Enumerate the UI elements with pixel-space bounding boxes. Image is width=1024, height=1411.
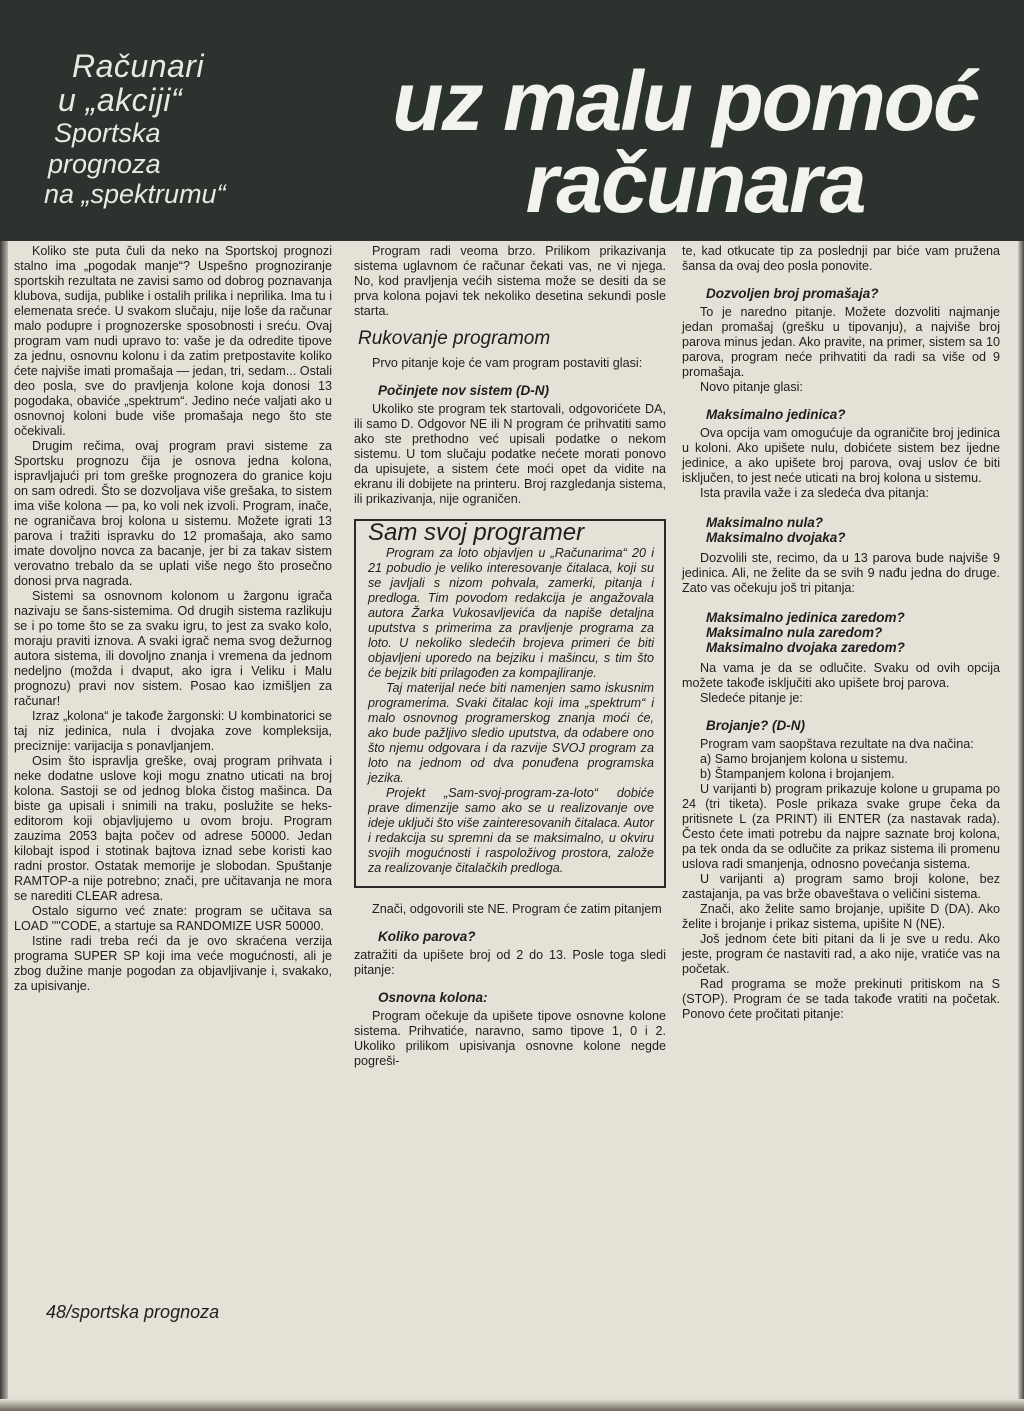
kicker-line: na „spektrumu“ — [44, 178, 226, 209]
question-heading: Počinjete nov sistem (D-N) — [378, 383, 550, 398]
question-heading: Dozvoljen broj promašaja? — [706, 286, 879, 301]
paragraph: b) Štampanjem kolona i brojanjem. — [700, 767, 895, 781]
paragraph: Ova opcija vam omogućuje da ograničite broj jedinica u koloni. Ako upišete nulu, dobićete sistem bez ijedne jedinice, a ako upišete broj parova, ovaj uslov će biti isključen, to jest neće uticati na broj kolona u sistemu. — [682, 426, 1000, 485]
paragraph: Još jednom ćete biti pitani da li je sve u redu. Ako jeste, program će nastaviti rad, a ako nije, vratiće vas na početak. — [682, 932, 1000, 976]
question-heading: Maksimalno jedinica zaredom? — [706, 610, 905, 625]
kicker — [44, 50, 304, 208]
kicker-line: Računari — [72, 48, 205, 84]
question-heading: Brojanje? (D-N) — [706, 718, 805, 733]
kicker-line: u „akciji“ — [58, 81, 183, 118]
box-title: Sam svoj programer — [368, 519, 585, 546]
paragraph: Koliko ste puta čuli da neko na Sportskoj prognozi stalno ima „pogodak manje“? Uspešno prognoziranje sportskih rezultata ne zavisi samo od dobrog poznavanja klubova, sudija, publike i ostalih prilika i neprilika. Ima tu i elemenata sreće. U svakom slučaju, nije loše da računar malo podupre i prognozerske sposobnosti i sreću. Ovaj program vam nudi upravo to: vaše je da odredite tipove za jednu, osnovnu kolonu i da zatim pretpostavite koliko ćete najviše imati promašaja — jedan, tri, sedam... Ostali deo posla, sve do pravljenja kolone koja donosi 13 pogodaka, obaviće „spektrum“. Jedino neće valjati ako u osnovnoj koloni bude više promašaja nego što ste očekivali. — [14, 244, 332, 438]
headline-line: uz malu pomoć — [392, 54, 978, 148]
paragraph: Sistemi sa osnovnom kolonom u žargonu igrača nazivaju se šans-sistemima. Od drugih sistema razlikuju se i po tome što se za svaku igru, to jest za svako kolo, moraju praviti iznova. A svaki igrač nema svog dežurnog autora sistema, ili dovoljno znanja i vremena da jednom nedeljno (možda i dvaput, ako igra i Veliku i Malu prognozu) pravi nov sistem. Posao kao izmišljen za računar! — [14, 589, 332, 708]
article-column-2 — [354, 244, 666, 1069]
paragraph: To je naredno pitanje. Možete dozvoliti najmanje jedan promašaj (grešku u tipovanju), a najviše broj parova minus jedan. Ako pravite, na primer, sistem sa 10 parova, program neće prihvatiti da radi sa više od 9 promašaja. — [682, 305, 1000, 379]
paragraph: Osim što ispravlja greške, ovaj program prihvata i neke dodatne uslove koji mogu znatno uticati na broj kolona. Sastoji se od jednog bloka čistog mašinca. Da biste ga upisali i snimili na traku, poslužite se heks-editorom koji objavljujemo u ovom broju. Program zauzima 2053 bajta počev od adrese 50000. Jedan kilobajt ispod i stotinak bajtova iznad sebe koristi kao radni prostor. Ostatak memorije je slobodan. Spuštanje RAMTOP-a nije potrebno; znači, pre učitavanja ne mora se narediti CLEAR adresa. — [14, 754, 332, 903]
paragraph: Istine radi treba reći da je ovo skraćena verzija programa SUPER SP koji ima veće mogućnosti, ali je zbog dužine manje pogodan za objavljivanje i, svakako, za upisivanje. — [14, 934, 332, 993]
paragraph: Dozvolili ste, recimo, da u 13 parova bude najviše 9 jedinica. Ali, ne želite da se svih 9 nađu jedna do druge. Zato vas očekuju još tri pitanja: — [682, 551, 1000, 595]
paragraph: a) Samo brojanjem kolona u sistemu. — [700, 752, 908, 766]
paragraph: Ukoliko ste program tek startovali, odgovorićete DA, ili samo D. Odgovor NE ili N program će prihvatiti samo ako ste prethodno već upisali podatke o nekom sistemu. U tom slučaju podatke nećete morati ponovo da upisujete, a sistem ćete moći opet da vidite na ekranu ili dobijete na printeru. Broj razgledanja sistema, ili prikazivanja, nije ograničen. — [354, 402, 666, 506]
paragraph: Izraz „kolona“ je takođe žargonski: U kombinatorici se taj niz jedinica, nula i dvojaka zove kompleksija, preciznije: varijacija s ponavljanjem. — [14, 709, 332, 753]
paragraph: te, kad otkucate tip za poslednji par biće vam pružena šansa da ovaj deo posla ponovite. — [682, 244, 1000, 273]
question-heading: Koliko parova? — [378, 929, 476, 944]
paragraph: Novo pitanje glasi: — [700, 380, 803, 394]
header-banner — [0, 0, 1024, 241]
headline-line: računara — [525, 136, 865, 231]
box-paragraph: Program za loto objavljen u „Računarima“ 20 i 21 pobudio je veliko interesovanje čitalaca, koji su se javljali s nizom pohvala, zamerki, pitanja i predloga. Tim povodom redakcija je angažovala autora Žarka Vukosavljevića da napiše detaljna uputstva s primerima za pravljenje programa za loto. U nekoliko sledećih brojeva primeri će biti objavljeni uporedo na bejziku i mašincu, s tim što će bejzik biti prilagođen za kompajliranje. — [368, 546, 654, 680]
paragraph: U varijanti a) program samo broji kolone, bez zastajanja, pa vas brže obaveštava o veličini sistema. — [682, 872, 1000, 901]
paragraph: Program radi veoma brzo. Prilikom prikazivanja sistema uglavnom će računar čekati vas, ne vi njega. No, kod pravljenja većih sistema može se desiti da se prva kolona pojavi tek nekoliko desetina sekundi posle starta. — [354, 244, 666, 318]
sidebar-box — [354, 519, 666, 888]
paragraph: Program vam saopštava rezultate na dva načina: — [700, 737, 974, 751]
page-footer: 48/sportska prognoza — [46, 1302, 220, 1322]
paragraph: Znači, ako želite samo brojanje, upišite D (DA). Ako želite i brojanje i prikaz sistema, upišite N (NE). — [682, 902, 1000, 931]
page-edge-bottom — [0, 1399, 1024, 1411]
paragraph: Prvo pitanje koje će vam program postaviti glasi: — [372, 356, 643, 370]
question-heading: Maksimalno dvojaka? — [706, 530, 846, 545]
question-heading: Maksimalno dvojaka zaredom? — [706, 640, 905, 655]
article-column-1 — [14, 244, 332, 994]
kicker-line: Sportska — [54, 118, 161, 149]
headline — [360, 54, 1010, 231]
subheading: Rukovanje programom — [358, 328, 551, 349]
paragraph: Znači, odgovorili ste NE. Program će zatim pitanjem — [372, 902, 662, 916]
box-paragraph: Projekt „Sam-svoj-program-za-loto“ dobiće prave dimenzije samo ako se u realizovanje ove ideje uključi što više zainteresovanih čitalaca. Autor i redakcija su spremni da se maksimalno, u okviru svojih mogućnosti i raspoloživog prostora, založe za realizovanje čitalačkih predloga. — [368, 786, 654, 875]
question-heading: Maksimalno nula? — [706, 515, 824, 530]
paragraph: Na vama je da se odlučite. Svaku od ovih opcija možete takođe isključiti ako upišete broj parova. — [682, 661, 1000, 690]
paragraph: Ista pravila važe i za sledeća dva pitanja: — [700, 486, 929, 500]
question-heading: Maksimalno jedinica? — [706, 407, 846, 422]
box-paragraph: Taj materijal neće biti namenjen samo iskusnim programerima. Svaki čitalac koji ima „spektrum“ i malo osnovnog programerskog znanja moći će, ako bude pažljivo sledio uputstva, da odabere ono što njemu odgovara i da razvije SVOJ program za loto na jednom od dva ponuđena programska jezika. — [368, 681, 654, 785]
question-heading: Maksimalno nula zaredom? — [706, 625, 883, 640]
paragraph: Drugim rečima, ovaj program pravi sisteme za Sportsku prognozu čija je osnova jedna kolona, ispravljajući pri tom greške prognozera do granice koju on sam odredi. Što se dozvoljava više grešaka, to sistem ima više kolona — pa, ko voli nek izvoli. Program, inače, ne ograničava broj kolona u sistemu. Možete igrati 13 parova i tražiti ispravku do 12 promašaja, ako samo imate dovoljno novca za bacanje, jer bi za takav sistem verovatno trebalo da se uplati više nego što prosečno donosi prva nagrada. — [14, 439, 332, 588]
paragraph: zatražiti da upišete broj od 2 do 13. Posle toga sledi pitanje: — [354, 948, 666, 977]
paragraph: Sledeće pitanje je: — [700, 691, 803, 705]
article-column-3 — [682, 244, 1000, 1022]
paragraph: Rad programa se može prekinuti pritiskom na S (STOP). Program će se tada takođe vratiti na početak. Ponovo ćete pročitati pitanje: — [682, 977, 1000, 1021]
kicker-line: prognoza — [48, 148, 161, 179]
paragraph: Program očekuje da upišete tipove osnovne kolone sistema. Prihvatiće, naravno, samo tipove 1, 0 i 2. Ukoliko prilikom upisivanja osnovne kolone negde pogreši- — [354, 1009, 666, 1068]
question-heading: Osnovna kolona: — [378, 990, 488, 1005]
paragraph: U varijanti b) program prikazuje kolone u grupama po 24 (tri tiketa). Posle prikaza svake grupe čeka da pritisnete L (za PRINT) ili ENTER (za nastavak rada). Često ćete imati potrebu da najpre saznate broj kolona, pa tek onda da se odlučite za prikaz sistema ili promenu uslova radi smanjenja, odnosno povećanja sistema. — [682, 782, 1000, 871]
paragraph: Ostalo sigurno već znate: program se učitava sa LOAD ""CODE, a startuje sa RANDOMIZE USR 50000. — [14, 904, 332, 933]
